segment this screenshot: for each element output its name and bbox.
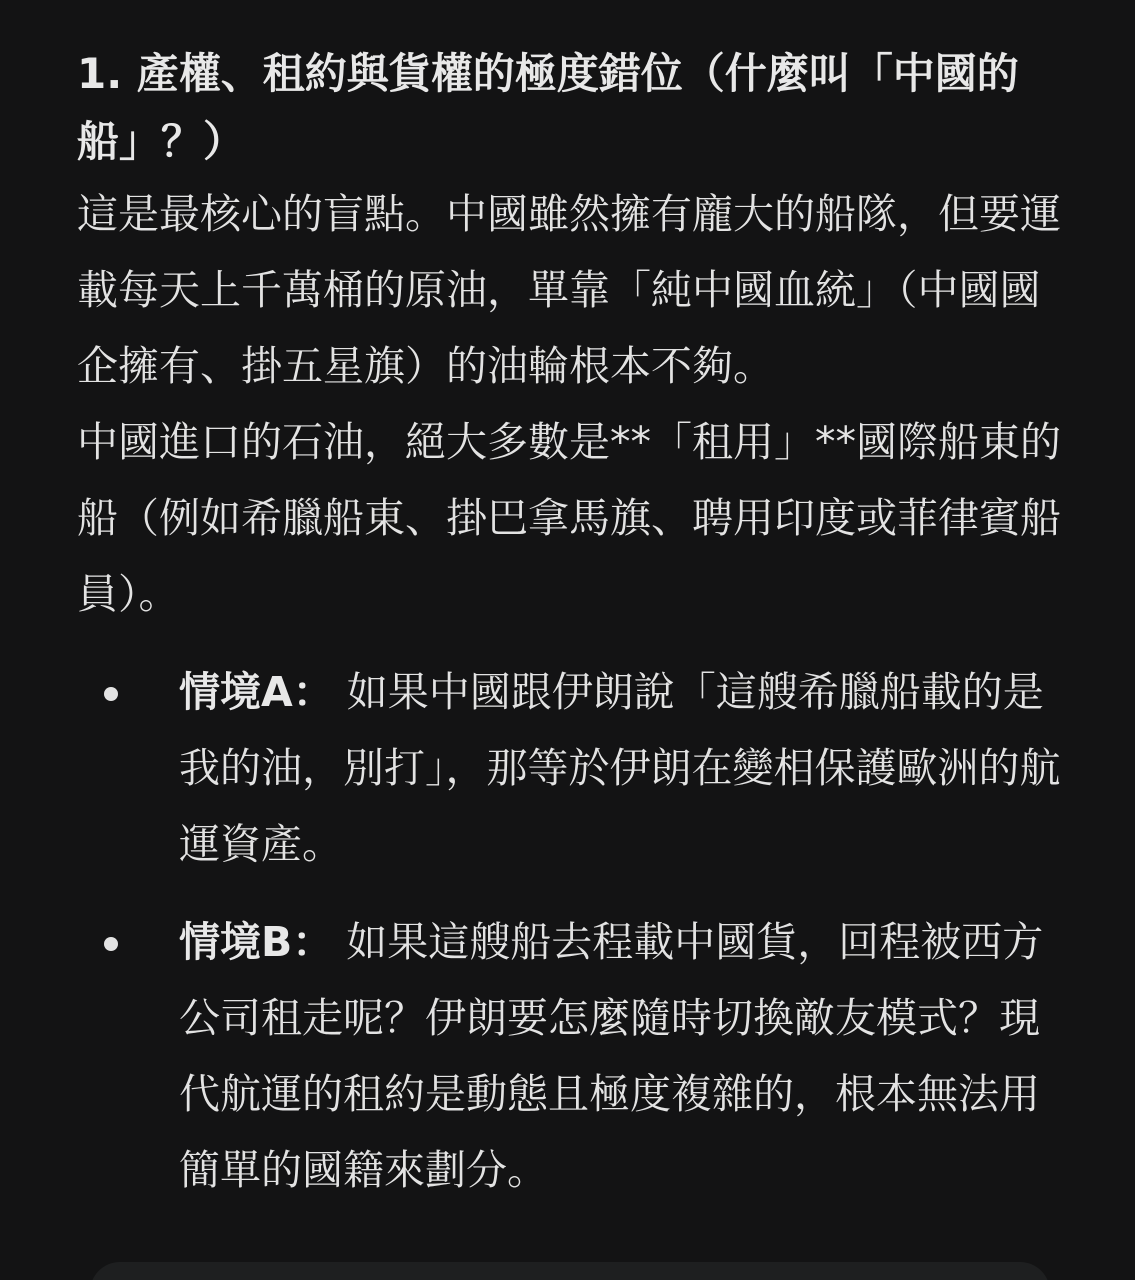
scenario-list <box>77 654 1067 1208</box>
list-item <box>77 654 1064 882</box>
paragraph: 這是最核心的盲點。中國雖然擁有龐大的船隊，但要運載每天上千萬桶的原油，單靠「純中國血統」（中國國企擁有、掛五星旗）的油輪根本不夠。 <box>77 190 1061 390</box>
scenario-text: 如果中國跟伊朗說「這艘希臘船載的是我的油，別打」，那等於伊朗在變相保護歐洲的航運資產。 <box>179 668 1061 868</box>
scenario-label: 情境B： <box>179 918 334 966</box>
list-item <box>77 904 1064 1208</box>
scenario-text: 如果這艘船去程載中國貨，回程被西方公司租走呢？伊朗要怎麼隨時切換敵友模式？現代航運的租約是動態且極度複雜的，根本無法用簡單的國籍來劃分。 <box>179 918 1044 1194</box>
response-content <box>77 40 1067 1230</box>
section-heading: 1. 產權、租約與貨權的極度錯位（什麼叫「中國的船」？） <box>77 49 1019 166</box>
bullet-icon <box>104 687 118 701</box>
bullet-icon <box>104 937 118 951</box>
scenario-label: 情境A： <box>179 668 334 716</box>
chat-input-bar[interactable] <box>90 1262 1050 1280</box>
paragraph: 中國進口的石油，絕大多數是**「租用」**國際船東的船（例如希臘船東、掛巴拿馬旗、聘用印度或菲律賓船員）。 <box>77 418 1061 618</box>
